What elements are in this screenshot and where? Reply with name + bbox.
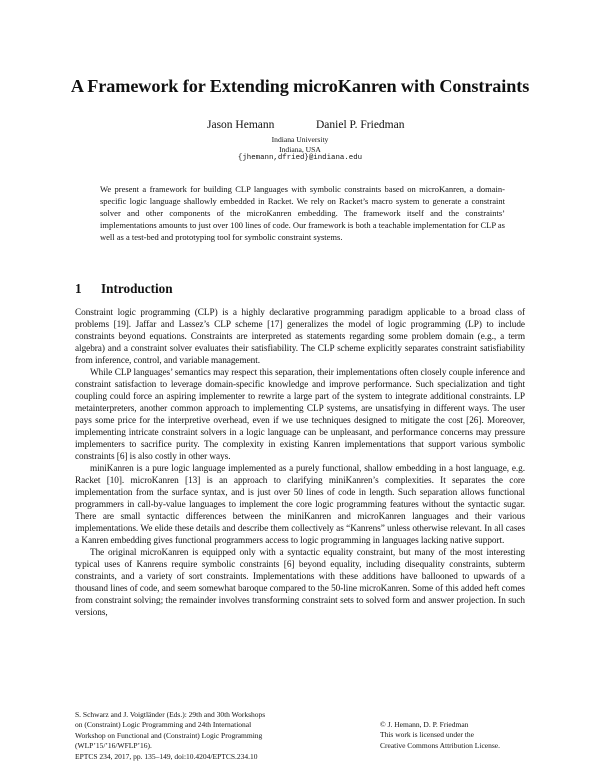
publication-info-line: Workshop on Functional and (Constraint) Logic Programming [75, 730, 263, 740]
author-list [0, 119, 600, 135]
publication-info-line: S. Schwarz and J. Voigtländer (Eds.): 29th and 30th Workshops [75, 710, 266, 719]
license-line: Creative Commons Attribution License. [380, 740, 500, 750]
affiliation-institution: Indiana University [271, 135, 329, 144]
page-footer [75, 710, 525, 772]
paper-title: A Framework for Extending microKanren with Constraints [70, 76, 530, 96]
author-name: Daniel P. Friedman [316, 119, 405, 131]
author-email: {jhemann,dfried}@indiana.edu [237, 154, 363, 163]
body-paragraph: The original microKanren is equipped only with a syntactic equality constraint, but many of the most interesting typical uses of Kanrens require symbolic constraints [6] beyond equality, including disequality constraints, subterm constraints, and a variety of sort constraints. Implementations with these additions have ballooned to upwards of a thousand lines of code, and seem somewhat baroque compared to the 50-line microKanren. Some of this added heft comes from constraint solving; the remainder involves transforming constraint sets to solved form and answer projection. In such versions, [75, 548, 525, 618]
affiliation-block [0, 135, 600, 164]
license-line: This work is licensed under the [380, 730, 474, 740]
copyright-line: © J. Hemann, D. P. Friedman [380, 720, 469, 729]
body-paragraph: While CLP languages’ semantics may respect this separation, their implementations often closely couple inference and constraint satisfaction to leverage domain-specific knowledge and improve performance. Such specialization and tight coupling could force an aspiring implementer to rewrite a large part of the system to integrate additional constraints. LP metainterpreters, another common approach to implementing CLP systems, are unsatisfying in different ways. The user pays some price for the interpretive overhead, even if we use techniques designed to mitigate the cost [26]. Moreover, implementing intricate constraint solvers in a logic language can be unpleasant, and performance concerns may pressure implementers to sacrifice purity. The complexity in existing Kanren implementations that support various symbolic constraints [6] is also costly in other ways. [75, 368, 525, 462]
body-paragraph: Constraint logic programming (CLP) is a highly declarative programming paradigm applicable to a broad class of problems [19]. Jaffar and Lassez’s CLP scheme [17] generalizes the model of logic programming (LP) to include constraints beyond equations. Constraints are interpreted as statements regarding some problem domain (e.g., a term algebra) and a constraint solver evaluates their satisfiability. The CLP scheme explicitly separates constraint satisfiability from inference, control, and variable management. [75, 308, 525, 366]
body-paragraph: miniKanren is a pure logic language implemented as a purely functional, shallow embedding in a host language, e.g. Racket [10]. microKanren [13] is an approach to clarifying miniKanren’s complexities. It separates the core implementation from the surface syntax, and is just over 50 lines of code in length. Such separation allows functional programmers in call-by-value languages to implement the core logic programming features without the syntactic sugar. There are small syntactic differences between the miniKanren and microKanren languages and their various implementations. We elide these details and describe them collectively as “Kanrens” unless otherwise relevant. In all cases a Kanren embedding gives functional programmers access to logic programming in languages lacking native support. [75, 464, 525, 546]
publication-info-line: on (Constraint) Logic Programming and 24th International [75, 720, 252, 730]
license-info [380, 720, 530, 751]
affiliation-location: Indiana, USA [279, 144, 321, 154]
section-body [75, 307, 525, 619]
publication-info [75, 710, 355, 762]
section-number: 1 [75, 281, 82, 296]
publication-doi-line: EPTCS 234, 2017, pp. 135–149, doi:10.4204/EPTCS.234.10 [75, 751, 258, 761]
abstract: We present a framework for building CLP languages with symbolic constraints based on microKanren, a domain-specific logic language shallowly embedded in Racket. We rely on Racket’s macro system to generate a constraint solver and other components of the microKanren embedding. The framework itself and the constraints’ implementations amounts to just over 100 lines of code. Our framework is both a teachable implementation for CLP as well as a test-bed and prototyping tool for symbolic constraint systems. [100, 184, 505, 242]
author-name: Jason Hemann [207, 119, 275, 131]
publication-info-line: (WLP’15/’16/WFLP’16). [75, 741, 152, 751]
section-title: Introduction [101, 281, 173, 296]
section-heading [75, 281, 173, 297]
